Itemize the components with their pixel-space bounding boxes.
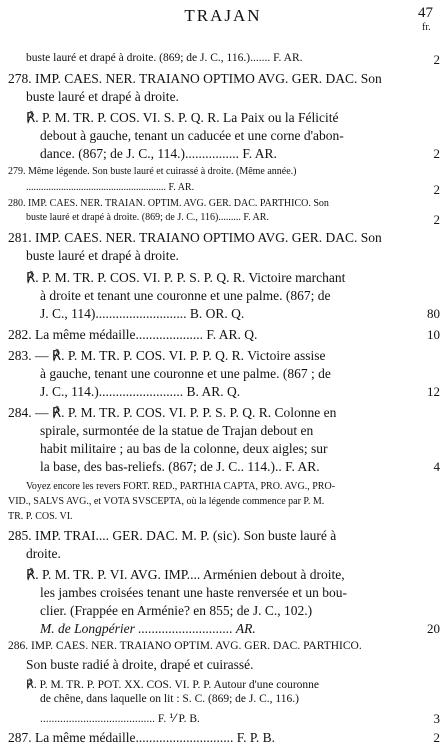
page-number: 47	[418, 5, 433, 21]
text-line: 283. — ℟. P. M. TR. P. COS. VI. P. P. Q. R. Victoire assise	[8, 348, 326, 363]
text-line: clier. (Frappée en Arménie? en 855; de J. C., 102.)	[40, 603, 313, 618]
text-line: dance. (867; de J. C., 114.)................ F. AR.	[40, 146, 277, 161]
text-line: de chêne, dans laquelle on lit : S. C. (869; de J. C., 116.)	[40, 693, 299, 705]
text-line: 280. IMP. CAES. NER. TRAIAN. OPTIM. AVG. GER. DAC. PARTHICO. Son	[8, 198, 329, 209]
text-line: 286. IMP. CAES. NER. TRAIANO OPTIM. AVG. GER. DAC. PARTHICO.	[8, 640, 362, 652]
text-line: TR. P. COS. VI.	[8, 511, 73, 522]
price-value: 10	[427, 327, 440, 342]
text-line: 278. IMP. CAES. NER. TRAIANO OPTIMO AVG. GER. DAC. Son	[8, 71, 382, 86]
text-line: 284. — ℟. P. M. TR. P. COS. VI. P. P. S. P. Q. R. Colonne en	[8, 405, 337, 420]
text-line: Voyez encore les revers FORT. RED., PARTHIA CAPTA, PRO. AVG., PRO-	[26, 481, 336, 492]
price-value: 2	[433, 146, 440, 161]
text-line: buste lauré et drapé à droite.	[26, 89, 179, 104]
text-line: buste lauré et drapé à droite. (869; de J. C., 116)......... F. AR.	[26, 212, 269, 223]
text-line: droite.	[26, 546, 61, 561]
price-value: 3	[433, 711, 440, 726]
text-line: 285. IMP. TRAI.... GER. DAC. M. P. (sic). Son buste lauré à	[8, 528, 337, 543]
text-line: 281. IMP. CAES. NER. TRAIANO OPTIMO AVG. GER. DAC. Son	[8, 230, 382, 245]
text-line: ℟. P. M. TR. P. VI. AVG. IMP.... Arménien debout à droite,	[26, 567, 345, 582]
text-line: spirale, surmontée de la statue de Trajan debout en	[40, 423, 314, 438]
text-line: buste lauré et drapé à droite.	[26, 248, 179, 263]
price-value: 12	[427, 384, 440, 399]
text-line: VID., SALVS AVG., et VOTA SVSCEPTA, où la légende commence par P. M.	[8, 496, 325, 507]
price-value: 20	[427, 621, 440, 636]
price-value: 2	[433, 212, 440, 227]
text-line: ℟. P. M. TR. P. COS. VI. S. P. Q. R. La Paix ou la Félicité	[26, 110, 339, 125]
text-line: les jambes croisées tenant une haste renversée et un bou-	[40, 585, 348, 600]
text-line: ........................................................ F. AR.	[26, 182, 195, 193]
text-line: debout à gauche, tenant un caducée et une corne d'abon-	[40, 128, 344, 143]
price-value: 2	[433, 52, 440, 67]
text-line: la base, des bas-reliefs. (867; de J. C.. 114.).. F. AR.	[40, 459, 320, 474]
text-line: J. C., 114)........................... B. OR. Q.	[40, 306, 245, 321]
text-line: 287. La même médaille............................. F. P. B.	[8, 730, 276, 745]
price-column-header: fr.	[422, 22, 431, 33]
text-line: ........................................ F. ⅟ P. B.	[40, 713, 200, 725]
price-value: 4	[433, 459, 440, 474]
text-line: 282. La même médaille.................... F. AR. Q.	[8, 327, 258, 342]
price-value: 80	[427, 306, 440, 321]
text-line: habit militaire ; au bas de la colonne, deux aigles; sur	[40, 441, 328, 456]
text-line: M. de Longpérier ............................ AR.	[40, 621, 256, 636]
price-value: 2	[433, 182, 440, 197]
text-line: à gauche, tenant une couronne et une palme. (867 ; de	[40, 366, 331, 381]
text-line: buste lauré et drapé à droite. (869; de J. C., 116.)....... F. AR.	[26, 52, 303, 64]
price-value: 2	[433, 730, 440, 745]
text-line: à droite et tenant une couronne et une palme. (867; de	[40, 288, 331, 303]
page-title: TRAJAN	[184, 6, 262, 25]
text-line: ℟. P. M. TR. P. COS. VI. P. P. S. P. Q. R. Victoire marchant	[26, 270, 346, 285]
text-line: ℟. P. M. TR. P. POT. XX. COS. VI. P. P. Autour d'une couronne	[26, 679, 320, 691]
text-line: Son buste radié à droite, drapé et cuirassé.	[26, 657, 254, 672]
text-line: J. C., 114.)......................... B. AR. Q.	[40, 384, 241, 399]
text-line: 279. Même légende. Son buste lauré et cuirassé à droite. (Même année.)	[8, 166, 297, 177]
